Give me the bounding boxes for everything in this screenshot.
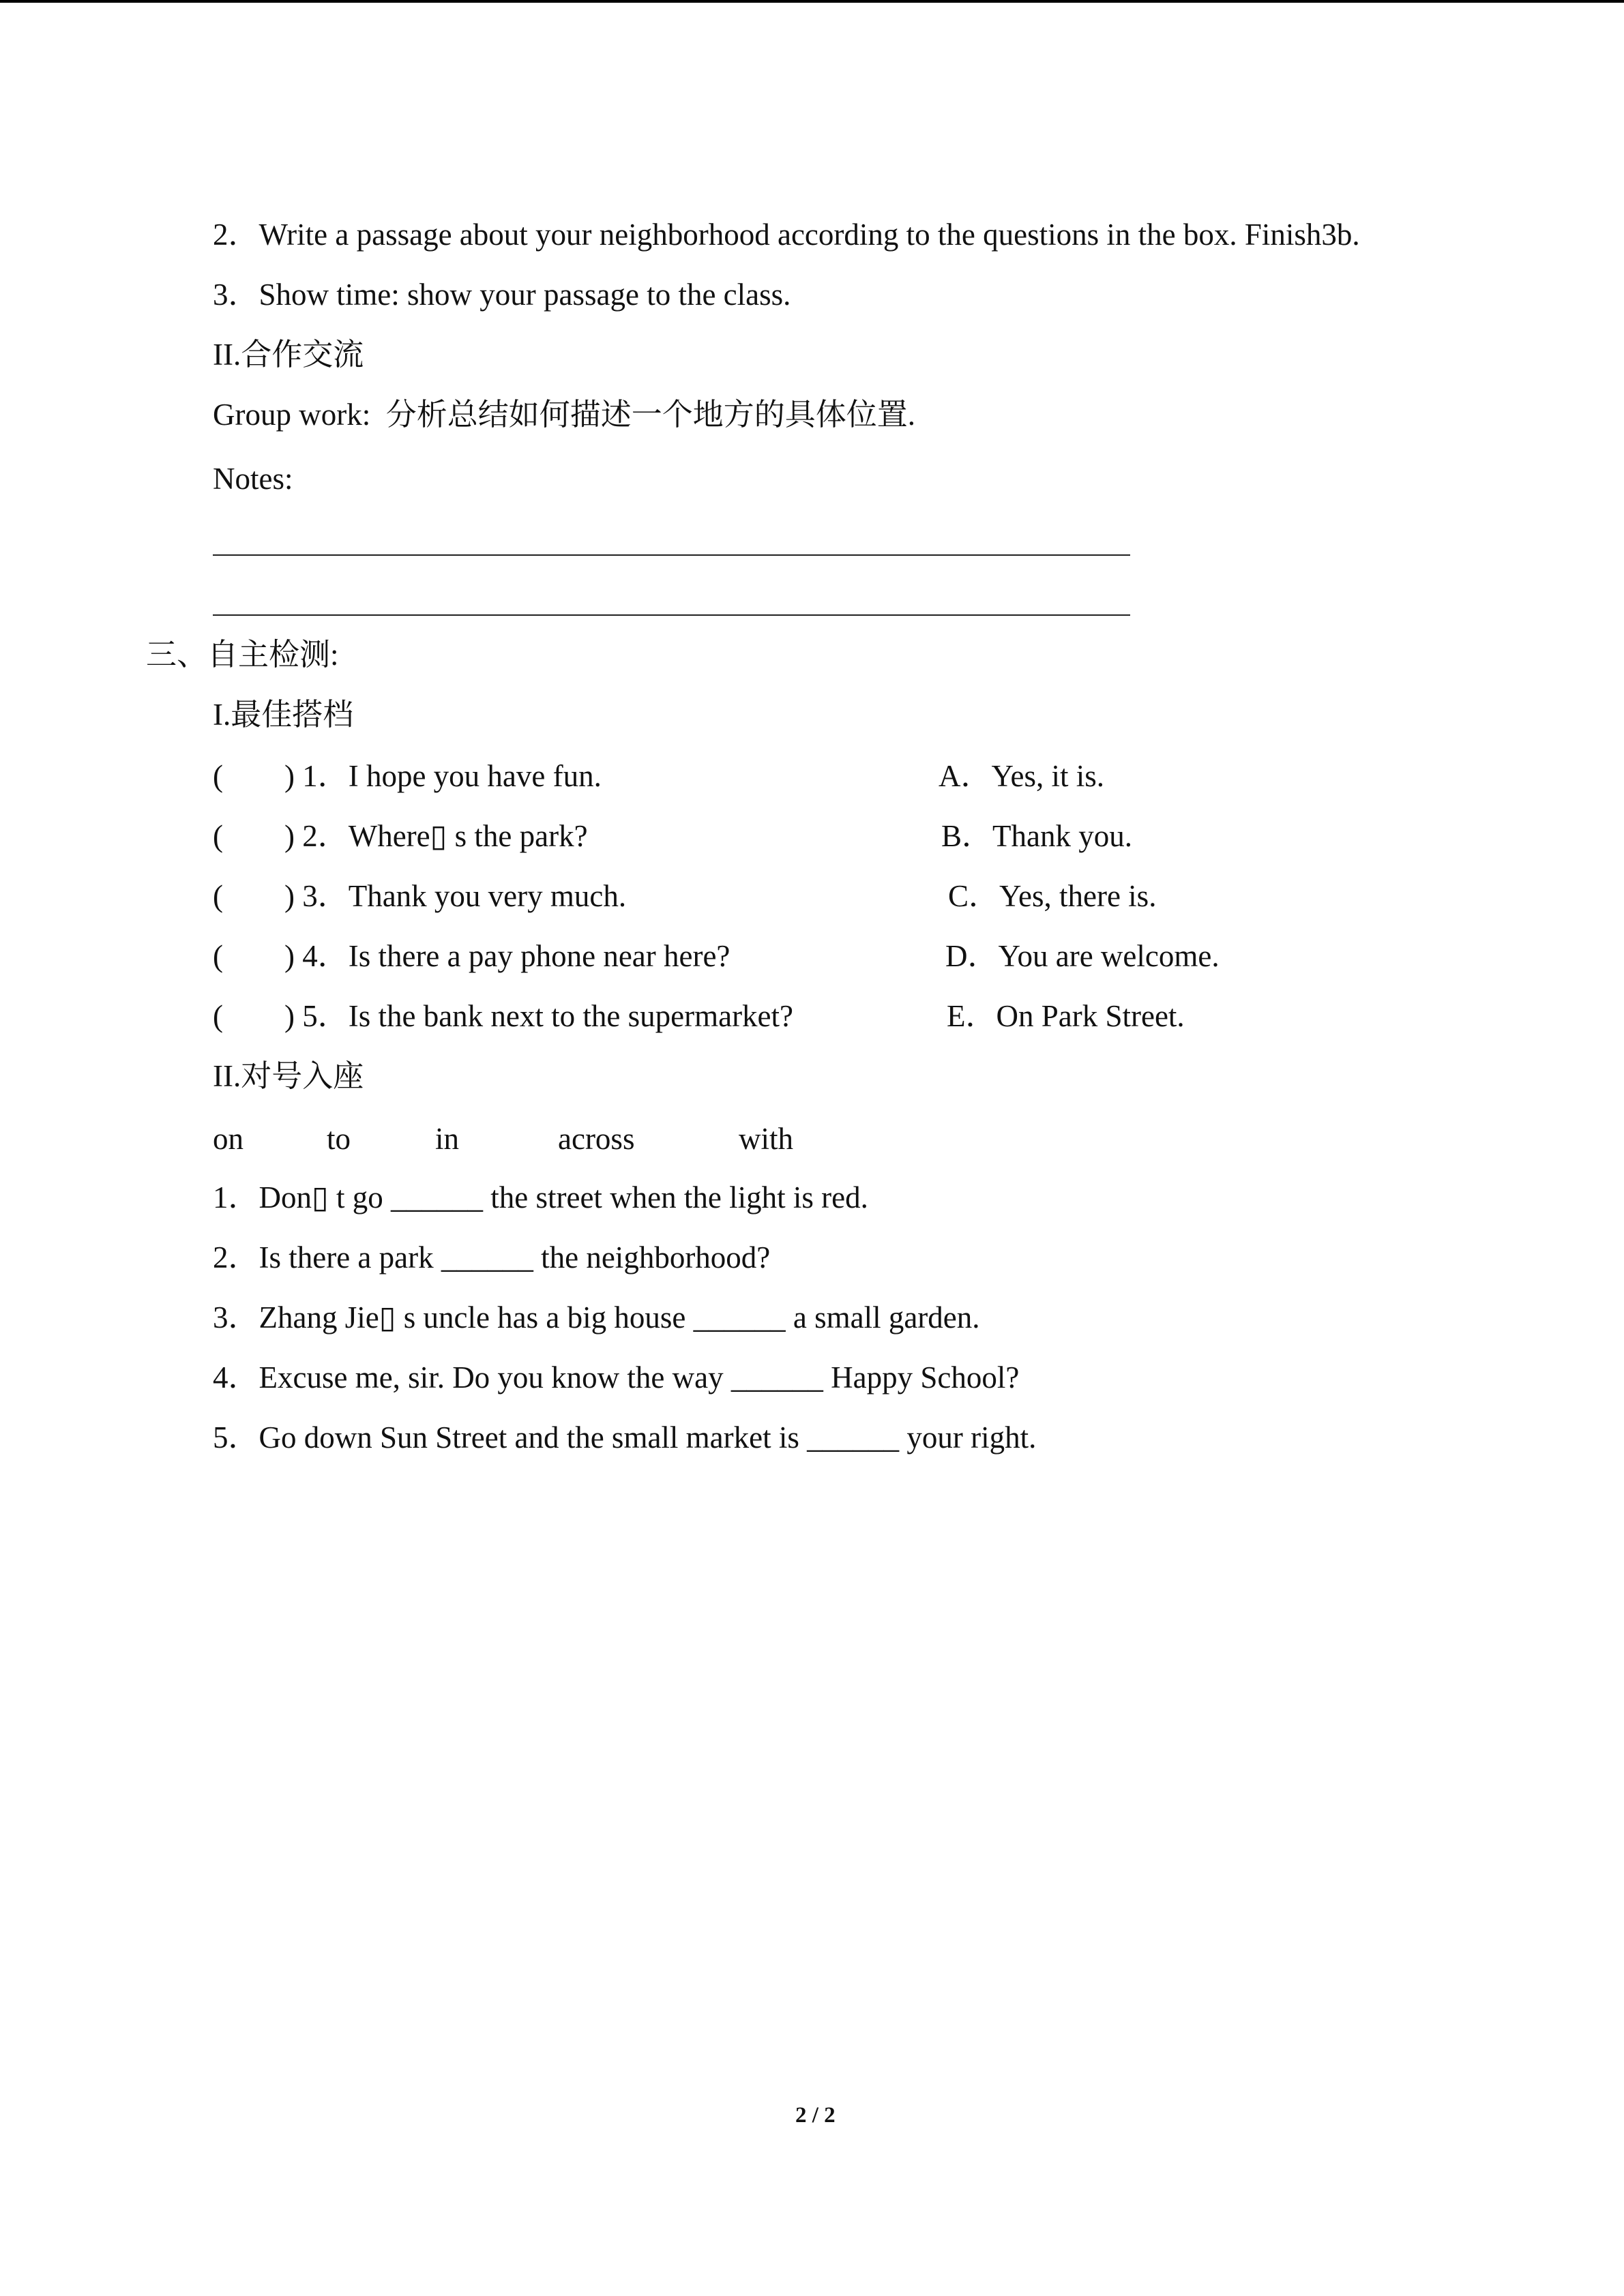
- matching-answer-c: C．Yes, there is.: [948, 879, 1157, 913]
- word-bank-in: in: [435, 1122, 460, 1156]
- matching-heading: I.最佳搭档: [213, 698, 354, 732]
- activity-item-3: 3．Show time: show your passage to the class.: [213, 278, 791, 312]
- cooperation-heading: II.合作交流: [213, 338, 364, 372]
- matching-question-4: ( ) 4．Is there a pay phone near here?: [213, 939, 730, 973]
- fill-blank-sentence-1: 1．Don▯ t go ______ the street when the light is red.: [213, 1180, 868, 1214]
- word-bank-on: on: [213, 1122, 243, 1156]
- self-check-heading: 三、自主检测:: [146, 638, 339, 672]
- matching-answer-e: E．On Park Street.: [947, 999, 1185, 1033]
- word-bank-to: to: [327, 1122, 351, 1156]
- word-bank-across: across: [558, 1122, 635, 1156]
- fill-blank-heading: II.对号入座: [213, 1059, 364, 1093]
- fill-blank-sentence-2: 2．Is there a park ______ the neighborhood?: [213, 1240, 771, 1274]
- fill-blank-sentence-4: 4．Excuse me, sir. Do you know the way ______ Happy School?: [213, 1360, 1020, 1395]
- matching-question-2: ( ) 2．Where▯ s the park?: [213, 819, 588, 853]
- matching-question-1: ( ) 1．I hope you have fun.: [213, 759, 602, 793]
- fill-blank-sentence-5: 5．Go down Sun Street and the small market is ______ your right.: [213, 1420, 1037, 1455]
- notes-line-1: [213, 554, 1130, 556]
- matching-answer-a: A．Yes, it is.: [939, 759, 1104, 793]
- matching-answer-b: B．Thank you.: [941, 819, 1132, 853]
- activity-item-2: 2．Write a passage about your neighborhood according to the questions in the box. Finish3b.: [213, 218, 1360, 252]
- notes-label: Notes:: [213, 462, 293, 496]
- page-number: 2 / 2: [795, 2103, 836, 2128]
- matching-question-3: ( ) 3．Thank you very much.: [213, 879, 627, 913]
- fill-blank-sentence-3: 3．Zhang Jie▯ s uncle has a big house ______ a small garden.: [213, 1300, 980, 1335]
- notes-line-2: [213, 614, 1130, 616]
- matching-answer-d: D．You are welcome.: [945, 939, 1220, 973]
- group-work-instruction: Group work: 分析总结如何描述一个地方的具体位置.: [213, 398, 915, 432]
- top-border: [0, 0, 1624, 3]
- word-bank-with: with: [739, 1122, 794, 1156]
- matching-question-5: ( ) 5．Is the bank next to the supermarket?: [213, 999, 794, 1033]
